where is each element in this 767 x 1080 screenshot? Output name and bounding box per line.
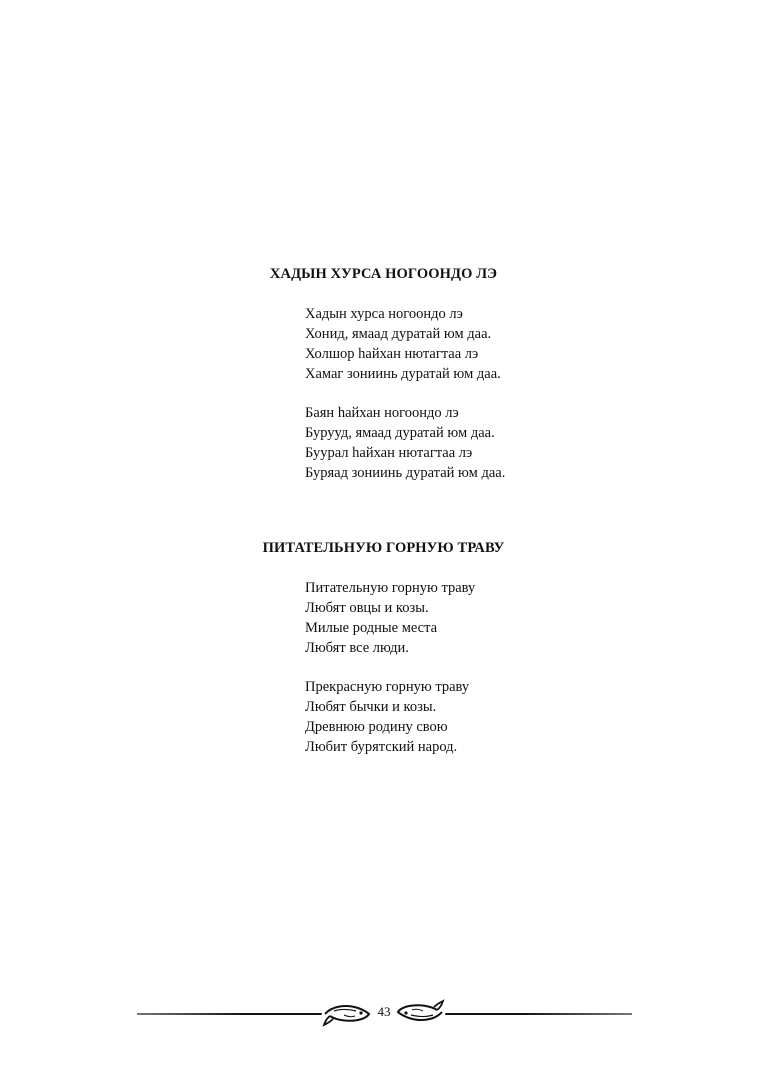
stanza (305, 403, 505, 483)
verse-line: Бурууд, ямаад дуратай юм даа. (305, 425, 495, 441)
verse-line: Питательную горную траву (305, 580, 476, 596)
verse-line: Баян һайхан ногоондо лэ (305, 405, 459, 421)
verse-line: Любит бурятский народ. (305, 739, 458, 755)
verse-line: Холшор һайхан нютагтаа лэ (305, 346, 479, 362)
fish-ornament-icon (395, 998, 445, 1028)
verse-line: Любят овцы и козы. (305, 600, 429, 616)
stanza (305, 677, 469, 757)
page-footer (0, 990, 767, 1040)
poem-title: ХАДЫН ХУРСА НОГООНДО ЛЭ (269, 266, 498, 282)
verse-line: Любят бычки и козы. (305, 699, 437, 715)
stanza (305, 304, 501, 384)
poem-title: ПИТАТЕЛЬНУЮ ГОРНУЮ ТРАВУ (262, 540, 505, 556)
verse-line: Любят все люди. (305, 640, 409, 656)
verse-line: Прекрасную горную траву (305, 679, 470, 695)
verse-line: Хамаг зониинь дуратай юм даа. (305, 366, 501, 382)
footer-rule-left (137, 1013, 322, 1015)
verse-line: Милые родные места (305, 620, 438, 636)
verse-line: Буурал һайхан нютагтаа лэ (305, 445, 473, 461)
fish-ornament-icon (322, 998, 372, 1028)
verse-line: Хонид, ямаад дуратай юм даа. (305, 326, 492, 342)
stanza (305, 578, 475, 658)
verse-line: Буряад зониинь дуратай юм даа. (305, 465, 506, 481)
verse-line: Древнюю родину свою (305, 719, 448, 735)
footer-rule-right (445, 1013, 632, 1015)
verse-line: Хадын хурса ногоондо лэ (305, 306, 463, 322)
page-number: 43 (377, 1004, 391, 1019)
